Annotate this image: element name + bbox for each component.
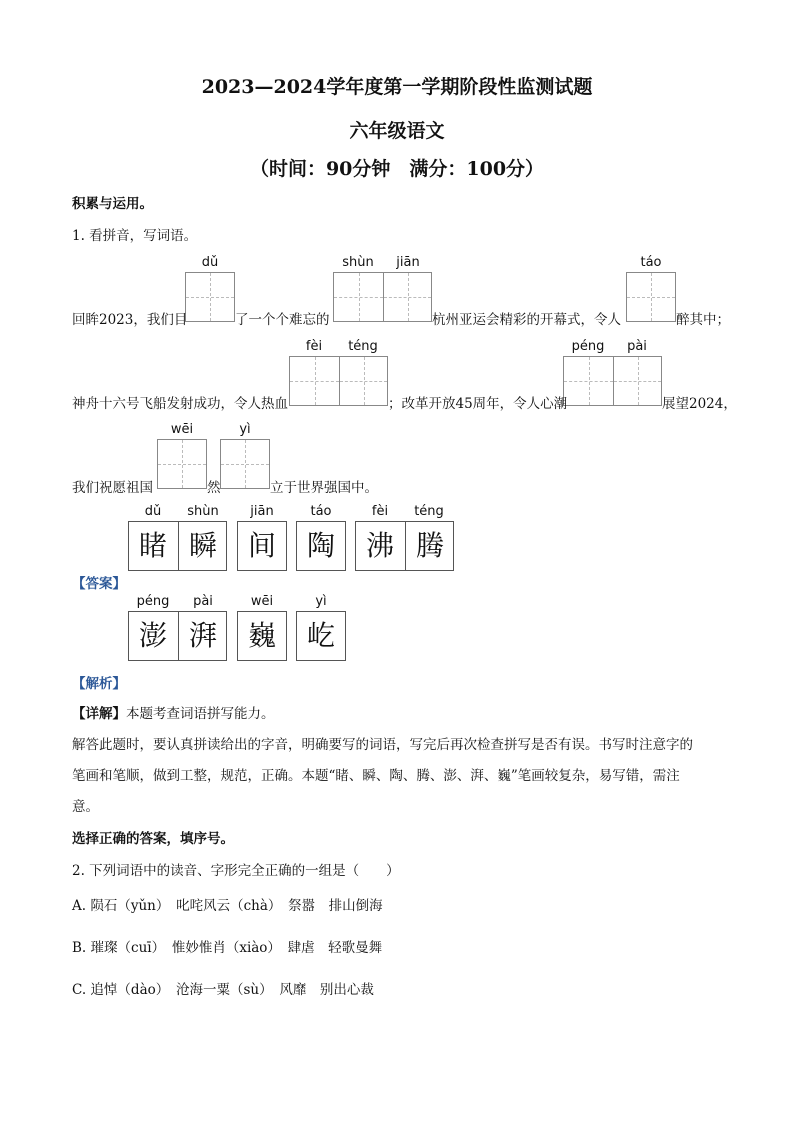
line2-text-1: 神舟十六号飞船发射成功，令人热血	[72, 396, 288, 412]
answer-char: 巍	[247, 619, 276, 652]
answer-pinyin: shùn	[187, 504, 219, 519]
pinyin-teng: téng	[348, 339, 378, 354]
blank-grid-shunjian[interactable]	[333, 272, 432, 322]
blank-grid-pengpai[interactable]	[563, 356, 662, 406]
analysis-paragraph-line: 意。	[72, 799, 99, 815]
pinyin-wei: wēi	[170, 422, 194, 437]
answer-pinyin: dǔ	[144, 504, 162, 519]
answer-char: 间	[247, 529, 276, 562]
line3-text-1: 我们祝愿祖国	[72, 480, 153, 496]
answer-char: 睹	[138, 529, 167, 562]
answer-pinyin: jiān	[250, 504, 274, 519]
detail-line	[72, 702, 275, 722]
line3-text-3: 立于世界强国中。	[270, 480, 378, 496]
grade-subject: 六年级语文	[349, 120, 445, 142]
option-b[interactable]: B. 璀璨（cuī） 惟妙惟肖（xiào） 肆虐 轻歌曼舞	[72, 940, 383, 956]
answer-char: 澎	[138, 619, 167, 652]
blank-grid-yi[interactable]	[220, 439, 270, 489]
detail-tag: 【详解】	[72, 706, 126, 722]
answer-tag: 【答案】	[72, 576, 126, 592]
line1-text-2: 了一个个难忘的	[235, 312, 330, 328]
pinyin-tao: táo	[640, 255, 662, 270]
exam-title: 2023—2024学年度第一学期阶段性监测试题	[201, 76, 593, 98]
pinyin-fei: fèi	[305, 339, 323, 354]
section-heading-accumulation: 积累与运用。	[72, 196, 153, 212]
answer-pinyin: téng	[414, 504, 444, 519]
detail-text: 本题考查词语拼写能力。	[126, 706, 275, 722]
answer-char: 腾	[405, 522, 454, 570]
line1-text-1: 回眸2023，我们目	[72, 312, 188, 328]
answer-char: 屹	[306, 619, 335, 652]
question-1-prompt: 1. 看拼音，写词语。	[72, 228, 198, 244]
answer-grid-jian	[237, 521, 287, 571]
line2-text-3: 展望2024，	[662, 396, 737, 412]
pinyin-pai: pài	[627, 339, 647, 354]
blank-grid-tao[interactable]	[626, 272, 676, 322]
answer-pinyin: péng	[136, 594, 170, 609]
answer-grid-tao	[296, 521, 346, 571]
blank-grid-du[interactable]	[185, 272, 235, 322]
answer-pinyin: wēi	[250, 594, 274, 609]
option-a[interactable]: A. 陨石（yǔn） 叱咤风云（chà） 祭嚣 排山倒海	[72, 898, 383, 914]
analysis-tag: 【解析】	[72, 676, 126, 692]
pinyin-du: dǔ	[201, 255, 219, 270]
answer-pinyin: táo	[310, 504, 332, 519]
answer-pinyin: fèi	[371, 504, 389, 519]
line1-text-3: 杭州亚运会精彩的开幕式，令人	[432, 312, 621, 328]
option-c[interactable]: C. 追悼（dào） 沧海一粟（sù） 风靡 别出心裁	[72, 982, 374, 998]
answer-grid-feiteng	[355, 521, 454, 571]
pinyin-yi: yì	[239, 422, 251, 437]
answer-char: 瞬	[178, 522, 227, 570]
answer-grid-dushun	[128, 521, 227, 571]
pinyin-peng: péng	[571, 339, 605, 354]
answer-pinyin: pài	[193, 594, 213, 609]
pinyin-jian: jiān	[396, 255, 420, 270]
blank-grid-wei[interactable]	[157, 439, 207, 489]
line2-text-2: ；改革开放45周年，令人心潮	[388, 396, 568, 412]
line1-text-4: 醉其中；	[676, 312, 730, 328]
analysis-paragraph-line: 解答此题时，要认真拼读给出的字音，明确要写的词语，写完后再次检查拼写是否有误。书写时注意字的	[72, 737, 693, 753]
answer-char: 沸	[365, 529, 394, 562]
answer-grid-wei	[237, 611, 287, 661]
question-2-prompt: 2. 下列词语中的读音、字形完全正确的一组是（ ）	[72, 863, 400, 879]
answer-grid-pengpai	[128, 611, 227, 661]
line3-text-2: 然	[207, 480, 221, 496]
section-heading-choice: 选择正确的答案，填序号。	[72, 831, 234, 847]
answer-grid-yi	[296, 611, 346, 661]
answer-char: 陶	[306, 529, 335, 562]
answer-pinyin: yì	[315, 594, 327, 609]
analysis-paragraph-line: 笔画和笔顺，做到工整，规范，正确。本题“睹、瞬、陶、腾、澎、湃、巍”笔画较复杂，易写错，需注	[72, 768, 680, 784]
answer-char: 湃	[178, 612, 227, 660]
pinyin-shun: shùn	[342, 255, 374, 270]
blank-grid-feiteng[interactable]	[289, 356, 388, 406]
time-score-info: （时间：90分钟 满分：100分）	[249, 158, 545, 180]
